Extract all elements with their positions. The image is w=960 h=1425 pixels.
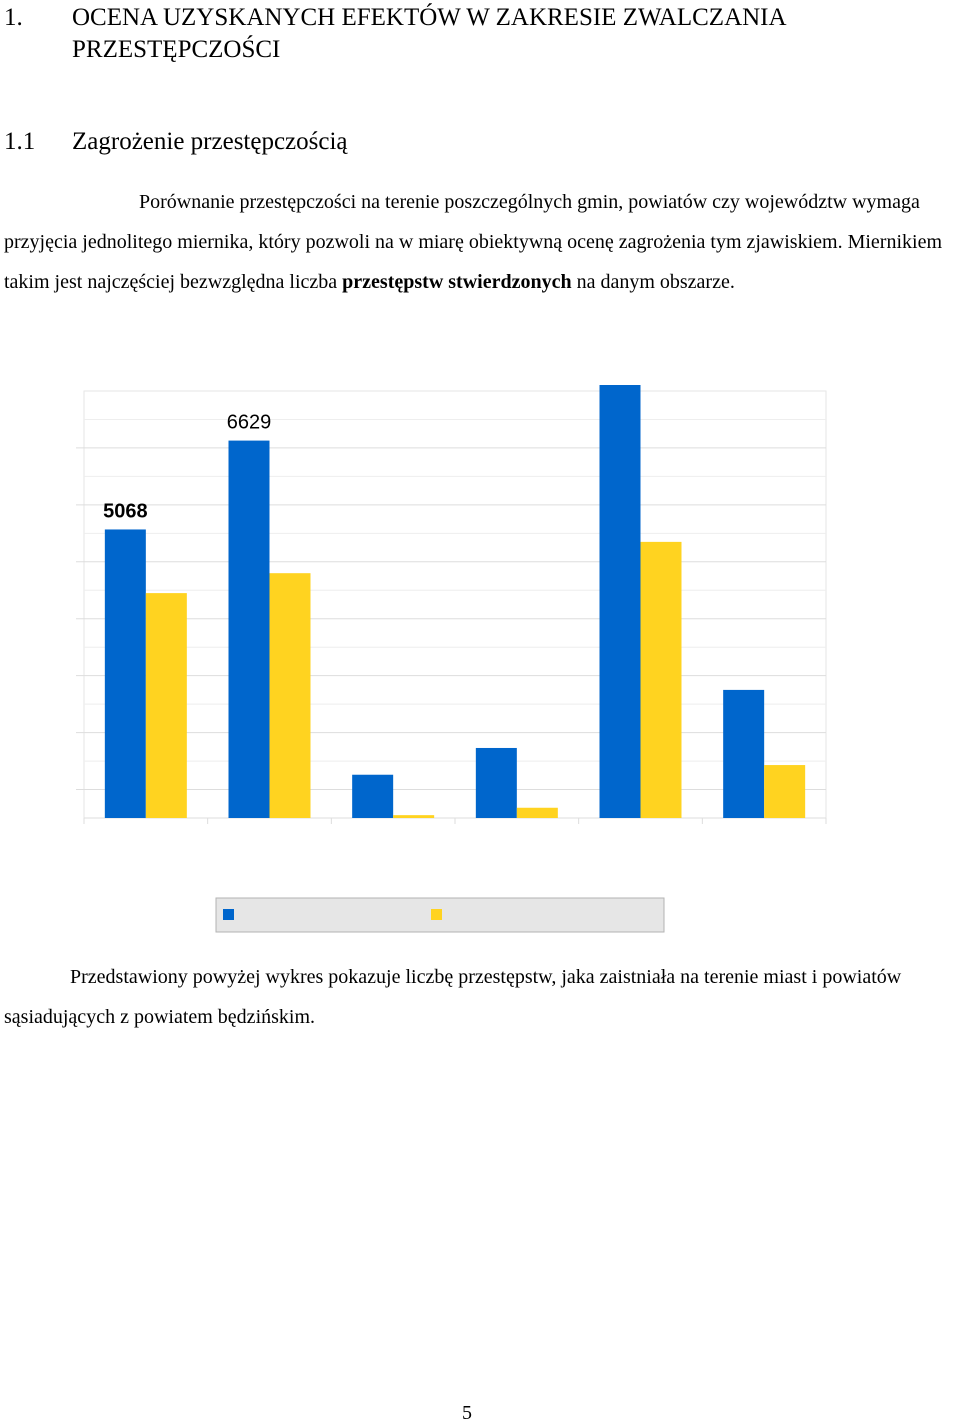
subsection-number: 1.1 xyxy=(4,128,36,155)
bar-s1-c6 xyxy=(723,690,764,818)
legend-swatch-series-1 xyxy=(223,909,234,920)
bar-s2-c2 xyxy=(270,573,311,818)
bar-s2-c3 xyxy=(393,815,434,818)
bar-s1-c1 xyxy=(105,529,146,818)
page-number: 5 xyxy=(462,1402,472,1424)
section-title-line1: OCENA UZYSKANYCH EFEKTÓW W ZAKRESIE ZWALCZANIA xyxy=(72,4,787,31)
section-heading xyxy=(0,2,960,66)
section-number: 1. xyxy=(4,4,23,31)
subsection-title: Zagrożenie przestępczością xyxy=(72,128,348,155)
summary-paragraph xyxy=(4,957,944,1037)
bar-s1-c5 xyxy=(600,385,641,818)
plot-area xyxy=(84,391,826,818)
bar-s2-c1 xyxy=(146,593,187,818)
intro-paragraph xyxy=(4,182,944,302)
section-title-line2: PRZESTĘPCZOŚCI xyxy=(72,36,281,63)
bar-s1-c4 xyxy=(476,748,517,818)
intro-bold-term: przestępstw stwierdzonych xyxy=(342,271,572,293)
bar-s1-c2 xyxy=(229,441,270,818)
data-label: 5068 xyxy=(103,500,148,523)
intro-text-before: Porównanie przestępczości na terenie poszczególnych gmin, powiatów czy województw wymaga przyjęcia jednolitego miernika, który pozwoli na w miarę obiektywną ocenę zagrożenia tym zjawiskiem. Miernikiem takim jest najczęściej bezwzględna liczba xyxy=(4,191,943,293)
chart-container xyxy=(0,385,960,945)
bar-s2-c4 xyxy=(517,808,558,818)
bar-s2-c6 xyxy=(764,765,805,818)
intro-text-after: na danym obszarze. xyxy=(571,271,735,293)
bar-s1-c3 xyxy=(352,775,393,818)
subsection-heading xyxy=(0,126,960,158)
summary-text: Przedstawiony powyżej wykres pokazuje liczbę przestępstw, jaka zaistniała na terenie miast i powiatów sąsiadujących z powiatem będzińskim. xyxy=(4,966,902,1028)
data-label: 6629 xyxy=(226,411,272,434)
bar-s2-c5 xyxy=(641,542,682,818)
legend-swatch-series-2 xyxy=(431,909,442,920)
bar-chart xyxy=(0,385,960,945)
